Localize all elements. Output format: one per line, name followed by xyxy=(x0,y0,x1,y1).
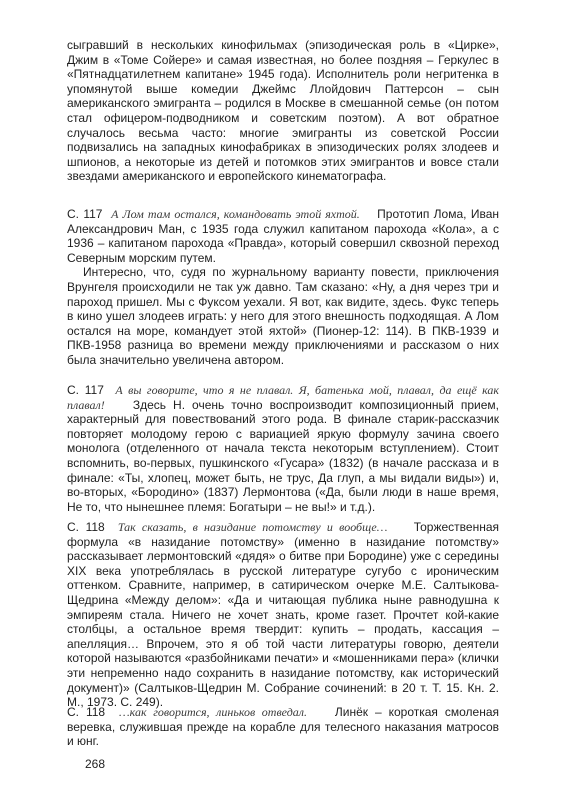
intro-text: сыгравший в нескольких кинофильмах (эпизодическая роль в «Цирке», Джим в «Томе Сойере» и самая известная, но более поздняя – Геркулес в «Пятнадцатилетнем капитане» 1945 года). Исполнитель роли негритенка в упомянутой выше комедии Джеймс Ллойдович Паттерсон – сын американского эмигранта – родился в Москве в смешанной семье (он потом стал офицером-подводником и советским поэтом). А вот обратное случалось весьма часто: многие эмигранты из советской России подвизались на западных кинофабриках в эпизодических ролях злодеев и шпионов, а некоторые из детей и потомков этих эмигрантов и вовсе стали звездами американского и европейского кинематографа. xyxy=(67,38,499,184)
note-2 xyxy=(67,383,499,514)
page-number: 268 xyxy=(85,757,106,771)
note-3-quote: Так сказать, в назидание потомству и вообще… xyxy=(117,520,388,534)
note-1-continuation: Интересно, что, судя по журнальному варианту повести, приключения Врунгеля происходили не так уж давно. Там сказано: «Ну, а дня через три и пароход пришел. Мы с Фуксом уехали. Я вот, как видите, здесь. Фукс теперь в кино ушел злодеев играть: у него для этого внешность подходящая. А Лом остался на море, командует этой яхтой» (Пионер-12: 114). В ПКВ-1939 и ПКВ-1958 разница во времени между приключениями и рассказом о них была значительно увеличена автором. xyxy=(67,265,499,367)
note-1 xyxy=(67,207,499,368)
note-3-ref: С. 118 xyxy=(67,520,105,534)
note-1-quote: А Лом там остался, командовать этой яхтой. xyxy=(111,207,360,221)
note-2-body: Здесь Н. очень точно воспроизводит композиционный прием, характерный для повествований этого рода. В финале старик-рассказчик повторяет молодому герою с вариацией яркую формулу зачина своего монолога (отделенного от начала текста некоторым вступлением). Стоит вспомнить, во-первых, пушкинского «Гусара» (1832) (в начале рассказа и в финале: «Ты, хлопец, может быть, не трус, Да глуп, а мы видали виды») и, во-вторых, «Бородино» (1837) Лермонтова («Да, были люди в наше время, Не то, что нынешнее племя: Богатыри – не вы!» и т.д.). xyxy=(67,397,499,514)
note-4 xyxy=(67,705,499,749)
note-4-ref: С. 118 xyxy=(67,705,106,719)
note-4-body: Линёк – короткая смоленая веревка, служившая прежде на корабле для телесного наказания матросов и юнг. xyxy=(67,705,499,749)
intro-paragraph xyxy=(67,38,499,184)
note-3-body: Торжественная формула «в назидание потомству» (именно в назидание потомству» рассказывает лермонтовский «дядя» о битве при Бородине) уже с середины XIX века употреблялась в русской литературе сугубо с ироническим оттенком. Сравните, например, в сатирическом очерке М.Е. Салтыкова-Щедрина «Между делом»: «Да и читающая публика ныне равнодушна к эмпиреям стала. Ничего не хочет знать, кроме газет. Прочтет кой-какие столбцы, а остальное время твердит: купить – продать, кассация – апелляция… Впрочем, это я об той части литературы говорю, деятели которой называются «разбойниками печати» и «мошенниками пера» (клички эти непременно надо сохранить в назидание потомству, как исторический документ)» (Салтыков-Щедрин М. Собрание сочинений: в 20 т. Т. 15. Кн. 2. М., 1973. С. 249). xyxy=(67,520,499,710)
note-1-ref: С. 117 xyxy=(67,207,103,221)
note-3 xyxy=(67,520,499,710)
note-2-ref: С. 117 xyxy=(67,383,104,397)
note-4-quote: …как говорится, линьков отведал. xyxy=(119,705,308,719)
note-1-body: Прототип Лома, Иван Александрович Ман, с 1935 года служил капитаном парохода «Кола», а с 1936 – капитаном парохода «Правда», который совершил сквозной переход Северным морским путем. xyxy=(67,207,499,265)
note-2-quote: А вы говорите, что я не плавал. Я, батенька мой, плавал, да ещё как плавал! xyxy=(67,383,500,412)
